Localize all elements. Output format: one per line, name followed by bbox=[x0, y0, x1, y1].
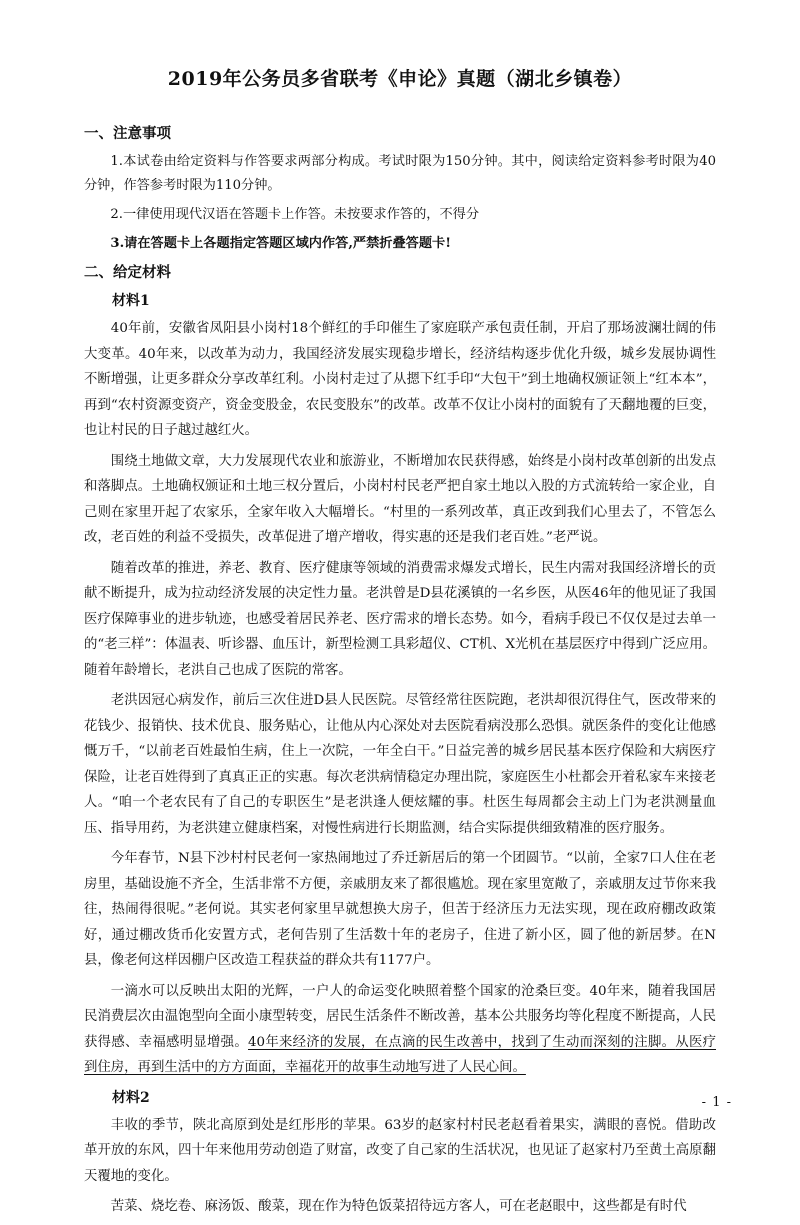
material-1-paragraph-5: 今年春节，N县下沙村村民老何一家热闹地过了乔迁新居后的第一个团圆节。“以前，全家7口人住在老房里，基础设施不齐全，生活非常不方便，亲戚朋友来了都很尴尬。现在家里宽敞了，亲戚朋友过节你来我往，热闹得很呢。”老何说。其实老何家里早就想换大房子，但苦于经济压力无法实现，现在政府棚改政策好，通过棚改货币化安置方式，老何告别了生活数十年的老房子，住进了新小区，圆了他的新居梦。在N县，像老何这样因棚户区改造工程获益的群众共有1177户。 bbox=[84, 851, 716, 968]
page-number: - 1 - bbox=[701, 1095, 732, 1110]
material-1-paragraph-2: 围绕土地做文章，大力发展现代农业和旅游业，不断增加农民获得感，始终是小岗村改革创新的出发点和落脚点。土地确权颁证和土地三权分置后，小岗村村民老严把自家土地以入股的方式流转给一家企业，自己则在家里开起了农家乐，全家年收入大幅增长。“村里的一系列改革，真正改到我们心里去了，不管怎么改，老百姓的利益不受损失，改革促进了增产增收，得实惠的还是我们老百姓。”老严说。 bbox=[84, 453, 716, 545]
note-item-1: 1.本试卷由给定资料与作答要求两部分构成。考试时限为150分钟。其中，阅读给定资料参考时限为40分钟，作答参考时限为110分钟。 bbox=[84, 154, 716, 193]
document-title: 2019年公务员多省联考《申论》真题（湖北乡镇卷） bbox=[167, 68, 633, 90]
paragraph-6-text-b: 从医疗到住房，再到生活中的方方面面，幸福花开的故事生动地写进了人民心间。 bbox=[84, 1034, 717, 1075]
material-1-paragraph-3: 随着改革的推进，养老、教育、医疗健康等领域的消费需求爆发式增长，民生内需对我国经济增长的贡献不断提升，成为拉动经济发展的决定性力量。老洪曾是D县花溪镇的一名乡医，从医46年的他见证了我国医疗保障事业的进步轨迹，也感受着居民养老、医疗需求的增长态势。如今，看病手段已不仅仅是过去单一的“老三样”：体温表、听诊器、血压计，新型检测工具彩超仪、CT机、X光机在基层医疗中得到广泛应用。随着年龄增长，老洪自己也成了医院的常客。 bbox=[84, 560, 716, 678]
paragraph-6-text-a: 一滴水可以反映出太阳的光辉，一户人的命运变化映照着整个国家的沧桑巨变。40年来，随着我国居民消费层次由温饱型向全面小康型转变，居民生活条件不断改善，基本公共服务均等化程度不断提高，人民获得感、幸福感明显增强。 bbox=[84, 983, 716, 1050]
section-heading-notes: 一、注意事项 bbox=[84, 125, 171, 142]
material-1-paragraph-4: 老洪因冠心病发作，前后三次住进D县人民医院。尽管经常往医院跑，老洪却很沉得住气，医改带来的花钱少、报销快、技术优良、服务贴心，让他从内心深处对去医院看病没那么恐惧。就医条件的变化让他感慨万千，“以前老百姓最怕生病，住上一次院，一年全白干。”日益完善的城乡居民基本医疗保险和大病医疗保险，让老百姓得到了真真正正的实惠。每次老洪病情稳定办理出院，家庭医生小杜都会开着私家车来接老人。“咱一个老农民有了自己的专职医生”是老洪逢人便炫耀的事。杜医生每周都会主动上门为老洪测量血压、指导用药，为老洪建立健康档案，对慢性病进行长期监测，结合实际提供细致精准的医疗服务。 bbox=[84, 693, 716, 836]
section-heading-materials: 二、给定材料 bbox=[84, 264, 171, 281]
note-item-3: 3.请在答题卡上各题指定答题区域内作答,严禁折叠答题卡! bbox=[110, 236, 452, 251]
material-1-paragraph-6 bbox=[84, 979, 716, 1081]
document-body bbox=[84, 122, 716, 1225]
note-item-2: 2.一律使用现代汉语在答题卡上作答。未按要求作答的，不得分 bbox=[110, 207, 480, 222]
material-1-label: 材料1 bbox=[112, 293, 150, 309]
paragraph-6-underlined-text: 40年来经济的发展，在点滴的民生改善中，找到了生动而深刻的注脚。 bbox=[248, 1034, 676, 1050]
material-1-paragraph-1: 40年前，安徽省凤阳县小岗村18个鲜红的手印催生了家庭联产承包责任制，开启了那场波澜壮阔的伟大变革。40年来，以改革为动力，我国经济发展实现稳步增长，经济结构逐步优化升级，城乡发展协调性不断增强，让更多群众分享改革红利。小岗村走过了从摁下红手印“大包干”到土地确权颁证领上“红本本”，再到“农村资源变资产，资金变股金，农民变股东”的改革。改革不仅让小岗村的面貌有了天翻地覆的巨变，也让村民的日子越过越红火。 bbox=[84, 321, 716, 438]
material-2-paragraph-1: 丰收的季节，陕北高原到处是红彤彤的苹果。63岁的赵家村村民老赵看着果实，满眼的喜悦。借助改革开放的东风，四十年来他用劳动创造了财富，改变了自己家的生活状况，也见证了赵家村乃至黄土高原翻天覆地的变化。 bbox=[84, 1117, 716, 1184]
material-2-label: 材料2 bbox=[112, 1089, 150, 1106]
material-2-paragraph-2: 苦菜、烧圪卷、麻汤饭、酸菜，现在作为特色饭菜招待远方客人，可在老赵眼中，这些都是有时代 bbox=[110, 1199, 687, 1214]
